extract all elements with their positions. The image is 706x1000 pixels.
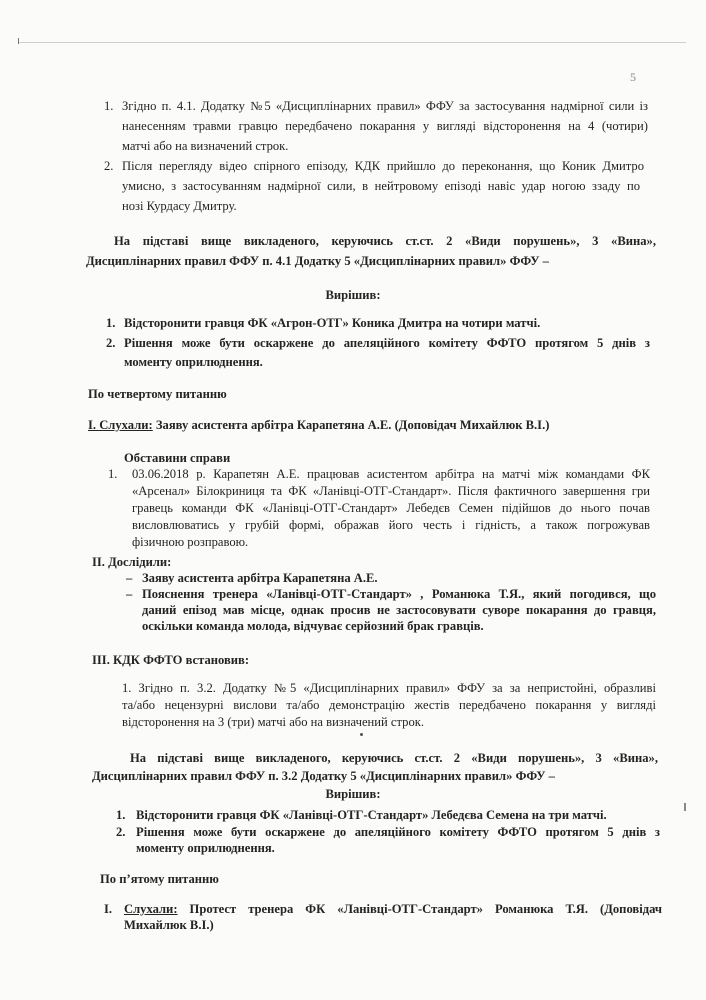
heard-line: Михайлюк В.І.) [124, 918, 214, 932]
examined-line: Пояснення тренера «Ланівці-ОТГ-Стандарт» , Романюка Т.Я., який погодився, що [142, 587, 656, 601]
decision-line: моменту оприлюднення. [136, 841, 275, 855]
list-number: 1. [106, 316, 116, 330]
established-line: відсторонення на 3 (три) матчі або на визначений строк. [122, 715, 425, 729]
basis-paragraph-line: Дисциплінарних правил ФФУ п. 3.2 Додатку 5 «Дисциплінарних правил» ФФУ – [92, 769, 555, 783]
scan-speck [360, 733, 363, 736]
list-number: 2. [106, 336, 116, 350]
basis-paragraph-line: На підставі вище викладеного, керуючись ст.ст. 2 «Види порушень», 3 «Вина», [114, 234, 656, 248]
decision-line: Рішення може бути оскаржене до апеляційного комітету ФФТО протягом 5 днів з [124, 336, 650, 350]
heard-text: Заяву асистента арбітра Карапетяна А.Е. (Доповідач Михайлюк В.І.) [155, 418, 550, 432]
list-item-line: матчі або на визначений строк. [122, 139, 289, 153]
page-number: 5 [630, 70, 636, 84]
dash-bullet: – [126, 571, 133, 585]
list-item-line: Згідно п. 4.1. Додатку №5 «Дисциплінарних правил» ФФУ за застосування надмірної сили із [122, 99, 648, 113]
established-line: 1. Згідно п. 3.2. Додатку №5 «Дисциплінарних правил» ФФУ за за непристойні, образливі [122, 681, 656, 695]
list-item-line: Після перегляду відео спірного епізоду, КДК прийшло до переконання, що Коник Дмитро [122, 159, 644, 173]
heard-line [124, 902, 662, 916]
heard-label [88, 418, 549, 432]
decided-heading: Вирішив: [325, 787, 381, 801]
circumstances-line: висловлюватись у грубій формі, ображав його честь і гідність, а також погрожував [132, 518, 650, 532]
decision-line: Відсторонити гравця ФК «Ланівці-ОТГ-Стандарт» Лебедєва Семена на три матчі. [136, 808, 607, 822]
decision-line: Відсторонити гравця ФК «Агрон-ОТГ» Коника Дмитра на чотири матчі. [124, 316, 541, 330]
basis-paragraph-line: На підставі вище викладеного, керуючись ст.ст. 2 «Види порушень», 3 «Вина», [130, 751, 658, 765]
list-number: 2. [104, 159, 114, 173]
circumstances-line: гравець команди ФК «Ланівці-ОТГ-Стандарт» Лебедєв Семен підійшов до нього почав [132, 501, 650, 515]
list-number: 1. [116, 808, 126, 822]
list-number: 1. [108, 467, 118, 481]
list-item-line: умисно, з застосуванням надмірної сили, в нейтровому епізоді навіс удар ногою ззаду по [122, 179, 640, 193]
list-number: 1. [104, 99, 114, 113]
dash-bullet: – [126, 587, 133, 601]
examined-line: оскільки команда молода, відчуває серйозний брак гравців. [142, 619, 484, 633]
list-number: 2. [116, 825, 126, 839]
heard-label-text: Слухали: [124, 902, 178, 916]
circumstances-line: «Арсенал» Білокриниця та ФК «Ланівці-ОТГ-Стандарт». Після фактичного завершення гри [132, 484, 650, 498]
scan-mark [18, 38, 19, 44]
basis-paragraph-line: Дисциплінарних правил ФФУ п. 4.1 Додатку 5 «Дисциплінарних правил» ФФУ – [86, 254, 549, 268]
list-item-line: нозі Курдасу Дмитру. [122, 199, 237, 213]
examined-line: Заяву асистента арбітра Карапетяна А.Е. [142, 571, 378, 585]
section-title: По четвертому питанню [88, 387, 227, 401]
list-number: І. [104, 902, 113, 916]
examined-line: даний епізод мав місце, однак просив не застосовувати суворе покарання до гравця, [142, 603, 656, 617]
heard-text: Протест тренера ФК «Ланівці-ОТГ-Стандарт» Романюка Т.Я. (Доповідач [189, 902, 662, 916]
circumstances-line: 03.06.2018 р. Карапетян А.Е. працював асистентом арбітра на матчі між командами ФК [132, 467, 650, 481]
decided-heading: Вирішив: [325, 288, 381, 302]
section-title: По п’ятому питанню [100, 872, 219, 886]
heard-label-text: І. Слухали: [88, 418, 153, 432]
established-line: та/або нецензурні вислови та/або демонстрацію жестів передбачено покарання у вигляді [122, 698, 656, 712]
decision-line: моменту оприлюднення. [124, 355, 263, 369]
top-divider [18, 42, 686, 43]
decision-line: Рішення може бути оскаржене до апеляційного комітету ФФТО протягом 5 днів з [136, 825, 660, 839]
circumstances-title: Обставини справи [124, 451, 231, 465]
established-heading: ІІІ. КДК ФФТО встановив: [92, 653, 250, 667]
list-item-line: нанесенням травми гравцю передбачено покарання у вигляді відсторонення на 4 (чотири) [122, 119, 648, 133]
examined-heading: ІІ. Дослідили: [92, 555, 172, 569]
scan-speck [684, 803, 686, 811]
circumstances-line: фізичною розправою. [132, 535, 249, 549]
